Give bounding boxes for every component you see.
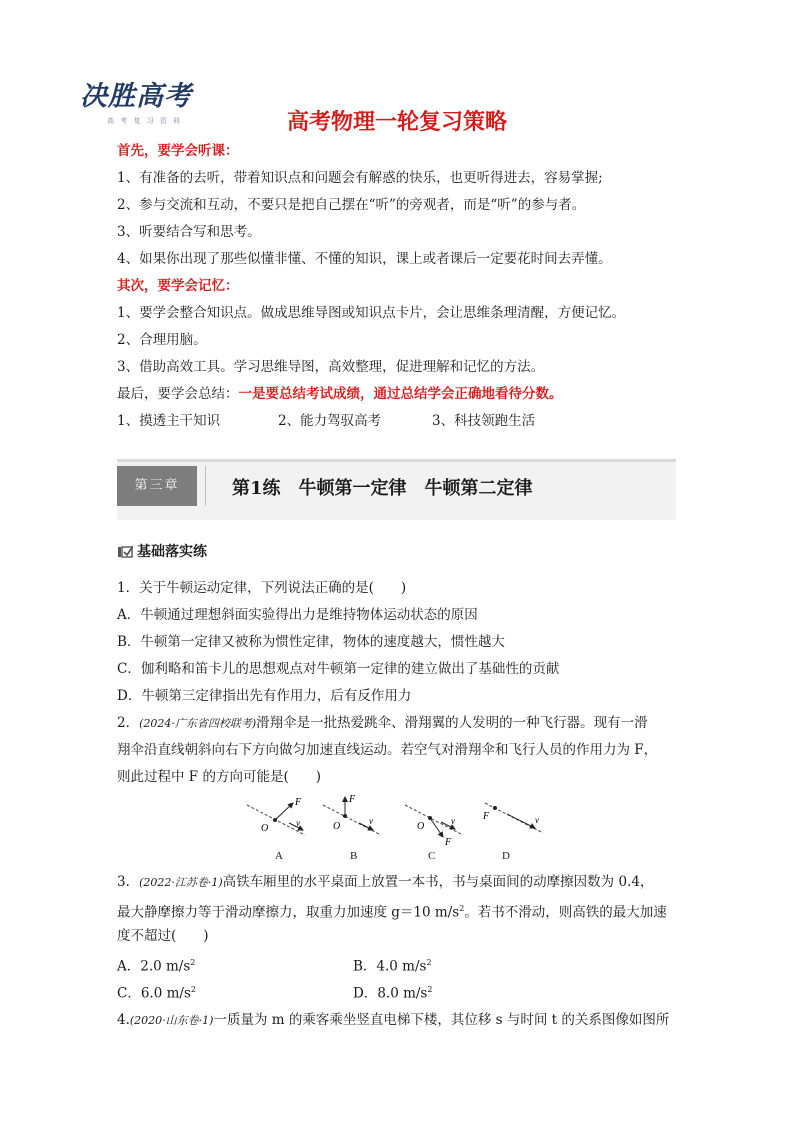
checkbox-icon [117,544,133,558]
figure-label: A [275,850,283,862]
q1-option: C．伽利略和笛卡儿的思想观点对牛顿第一定律的建立做出了基础性的贡献 [117,661,560,677]
figure-label: C [428,850,436,862]
diagram-b [323,794,381,835]
origin-label: O [333,821,341,832]
q3-option [117,980,196,1004]
lesson-title: 第1练 牛顿第一定律 牛顿第二定律 [232,478,533,499]
q3-option [353,953,432,977]
q1-stem: 1．关于牛顿运动定律，下列说法正确的是( ) [117,580,407,596]
logo: 决胜高考 [80,81,192,112]
option-text: A．2.0 m/s [117,958,191,975]
q1-option: B．牛顿第一定律又被称为惯性定律，物体的速度越大，惯性越大 [117,634,505,650]
superscript: 2 [427,985,433,994]
force-label: F [349,794,356,805]
banner-divider [205,466,206,506]
second-heading: 其次，要学会记忆： [117,278,239,294]
diagram-d [482,803,543,833]
force-label: F [295,797,302,808]
q2-line: 则此过程中 F 的方向可能是( ) [117,769,321,785]
origin-label: O [261,823,269,834]
first-heading: 首先，要学会听课： [117,143,239,159]
chapter-label: 第三章 [117,466,197,506]
second-item: 2、合理用脑。 [117,332,207,348]
q3-option [117,953,195,977]
origin-label: O [417,821,425,832]
first-item: 4、如果你出现了那些似懂非懂、不懂的知识，课上或者课后一定要花时间去弄懂。 [117,251,612,267]
superscript: 2 [190,958,196,967]
page-title: 高考物理一轮复习策略 [286,110,507,135]
q4-text: 一质量为 m 的乘客乘坐竖直电梯下楼，其位移 s 与时间 t 的关系图像如图所 [213,1012,670,1028]
q3-num: 3． [117,874,140,890]
q4-source: (2020·山东卷·1) [129,1014,214,1027]
velocity-label: v [296,818,300,828]
q3-text: 最大静摩擦力等于滑动摩擦力，取重力加速度 g＝10 m/s [117,904,460,921]
q1-option: A．牛顿通过理想斜面实验得出力是维持物体运动状态的原因 [117,607,478,623]
superscript: 2 [426,958,432,967]
q2-figure [245,793,550,845]
last-red: 一是要总结考试成绩，通过总结学会正确地看待分数。 [238,386,563,402]
q3-line [117,872,653,893]
velocity-label: v [535,815,539,825]
force-label: F [445,837,452,845]
q3-text: 高铁车厢里的水平桌面上放置一本书，书与桌面间的动摩擦因数为 0.4， [222,874,654,890]
velocity-label: v [369,816,373,826]
q2-text: 滑翔伞是一批热爱跳伞、滑翔翼的人发明的一种飞行器。现有一滑 [256,715,648,731]
figure-label: D [502,850,510,862]
option-text: B．4.0 m/s [353,958,427,975]
diagram-c [405,805,463,845]
first-item: 2、参与交流和互动，不要只是把自己摆在“听”的旁观者，而是“听”的参与者。 [117,197,586,213]
q4-line [117,1010,669,1031]
q1-option: D．牛顿第三定律指出先有作用力，后有反作用力 [117,688,412,704]
tip-item: 2、能力驾驭高考 [278,413,382,429]
q3-text: 。若书不滑动，则高铁的最大加速 [464,904,667,921]
superscript: 2 [459,904,465,913]
second-item: 3、借助高效工具。学习思维导图，高效整理，促进理解和记忆的方法。 [117,359,545,375]
q3-line [117,899,667,923]
section-heading [117,541,207,561]
q4-num: 4. [117,1012,130,1028]
figure-label: B [350,850,358,862]
first-item: 3、听要结合写和思考。 [117,224,261,240]
option-text: C．6.0 m/s [117,985,191,1002]
last-line [117,384,563,404]
q3-source: (2022·江苏卷·1) [139,876,223,889]
q2-line [117,713,648,734]
tip-item: 1、摸透主干知识 [117,413,221,429]
section-title: 基础落实练 [137,544,207,560]
option-text: D．8.0 m/s [353,985,428,1002]
q2-num: 2． [117,715,140,731]
force-label: F [483,811,490,822]
q2-line: 翔伞沿直线朝斜向右下方向做匀加速直线运动。若空气对滑翔伞和飞行人员的作用力为 F， [117,742,658,758]
velocity-label: v [451,816,455,826]
q3-option [353,980,432,1004]
last-prefix: 最后，要学会总结： [117,386,239,402]
q3-line: 度不超过( ) [117,928,209,944]
first-item: 1、有准备的去听，带着知识点和问题会有解惑的快乐，也更听得进去，容易掌握; [117,170,603,186]
q2-source: (2024·广东省四校联考) [139,717,257,730]
second-item: 1、要学会整合知识点。做成思维导图或知识点卡片，会让思维条理清醒，方便记忆。 [117,305,626,321]
tip-item: 3、科技领跑生活 [432,413,536,429]
diagram-a [247,797,305,835]
logo-subtitle: 高 考 复 习 资 料 [107,117,183,125]
superscript: 2 [190,985,196,994]
